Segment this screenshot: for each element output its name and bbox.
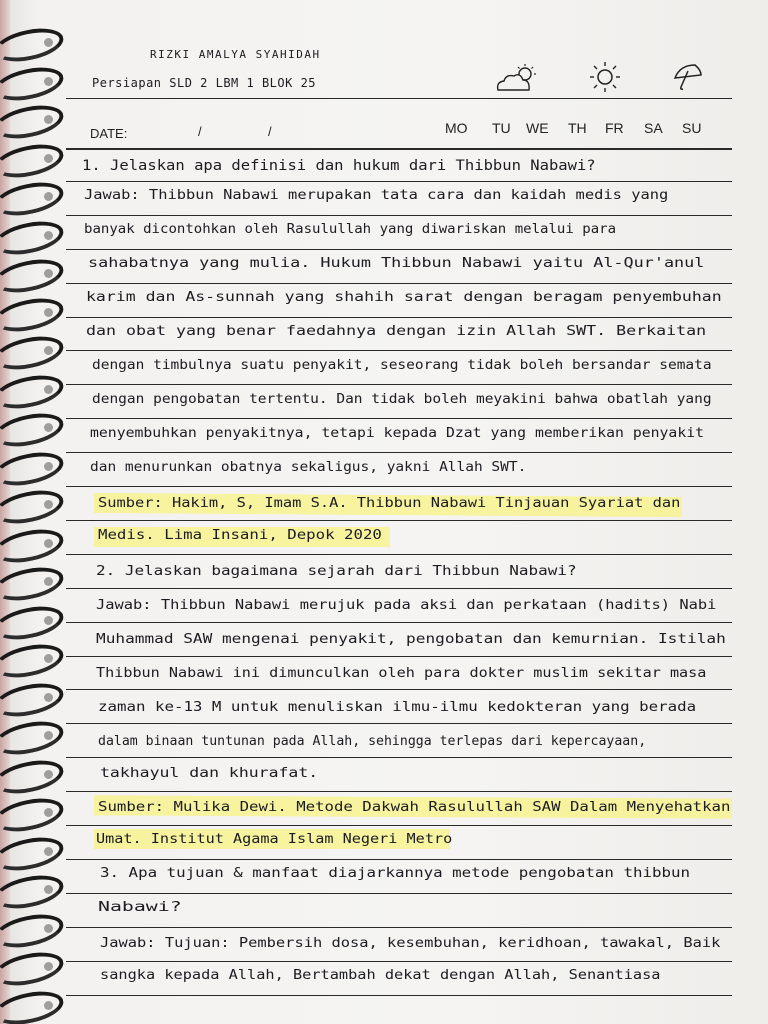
- ruled-line: [66, 317, 732, 318]
- ruled-line: [66, 486, 732, 487]
- ruled-line: [66, 689, 732, 690]
- text-line: dan menurunkan obatnya sekaligus, yakni Allah SWT.: [90, 460, 527, 475]
- text-line: karim dan As-sunnah yang shahih sarat dengan beragam penyembuhan: [86, 290, 722, 305]
- weekday-su: SU: [682, 120, 702, 136]
- ruled-line: [66, 554, 732, 555]
- punch-hole: [44, 808, 53, 817]
- weekday-tu: TU: [492, 120, 511, 136]
- ruled-line: [66, 148, 732, 150]
- text-line: 1. Jelaskan apa definisi dan hukum dari Thibbun Nabawi?: [82, 158, 596, 174]
- punch-hole: [44, 693, 53, 702]
- text-line: Muhammad SAW mengenai penyakit, pengobatan dan kemurnian. Istilah: [96, 632, 726, 647]
- text-line: Thibbun Nabawi ini dimunculkan oleh para dokter muslim sekitar masa: [96, 666, 707, 681]
- ruled-line: [66, 418, 732, 419]
- text-line: Sumber: Mulika Dewi. Metode Dakwah Rasulullah SAW Dalam Menyehatkan: [98, 800, 731, 815]
- punch-hole: [44, 539, 53, 548]
- punch-hole: [44, 269, 53, 278]
- student-name: RIZKI AMALYA SYAHIDAH: [150, 48, 321, 61]
- date-label: DATE:: [90, 126, 128, 141]
- text-line: dengan timbulnya suatu penyakit, seseorang tidak boleh bersandar semata: [92, 358, 712, 373]
- text-line: 2. Jelaskan bagaimana sejarah dari Thibbun Nabawi?: [96, 564, 577, 579]
- punch-hole: [44, 770, 53, 779]
- punch-hole: [44, 77, 53, 86]
- ruled-line: [66, 350, 732, 351]
- weekday-fr: FR: [605, 120, 624, 136]
- ruled-line: [66, 995, 732, 996]
- punch-hole: [44, 616, 53, 625]
- punch-hole: [44, 385, 53, 394]
- date-separator-2: /: [268, 124, 272, 139]
- ruled-line: [66, 181, 732, 182]
- text-line: zaman ke-13 M untuk menuliskan ilmu-ilmu kedokteran yang berada: [98, 700, 697, 715]
- ruled-line: [66, 384, 732, 385]
- punch-hole: [44, 654, 53, 663]
- ruled-line: [66, 98, 732, 99]
- punch-hole: [44, 462, 53, 471]
- ruled-line: [66, 859, 732, 860]
- punch-hole: [44, 115, 53, 124]
- ruled-line: [66, 283, 732, 284]
- punch-hole: [44, 847, 53, 856]
- ruled-line: [66, 622, 732, 623]
- ruled-line: [66, 588, 732, 589]
- punch-hole: [44, 500, 53, 509]
- text-line: sangka kepada Allah, Bertambah dekat dengan Allah, Senantiasa: [100, 968, 661, 983]
- text-line: Umat. Institut Agama Islam Negeri Metro: [96, 832, 453, 847]
- ruled-line: [66, 927, 732, 928]
- text-line: Jawab: Thibbun Nabawi merujuk pada aksi dan perkataan (hadits) Nabi: [96, 598, 717, 613]
- sun-icon: [588, 60, 622, 94]
- text-line: dalam binaan tuntunan pada Allah, sehingga terlepas dari kepercayaan,: [98, 734, 647, 749]
- text-line: banyak dicontohkan oleh Rasulullah yang diwariskan melalui para: [84, 222, 617, 237]
- text-line: takhayul dan khurafat.: [100, 766, 319, 781]
- text-line: Sumber: Hakim, S, Imam S.A. Thibbun Nabawi Tinjauan Syariat dan: [98, 496, 681, 511]
- punch-hole: [44, 924, 53, 933]
- page-subtitle: Persiapan SLD 2 LBM 1 BLOK 25: [92, 76, 317, 90]
- ruled-line: [66, 249, 732, 250]
- text-line: menyembuhkan penyakitnya, tetapi kepada Dzat yang memberikan penyakit: [90, 426, 705, 441]
- date-separator-1: /: [198, 124, 202, 139]
- punch-hole: [44, 962, 53, 971]
- ruled-line: [66, 215, 732, 216]
- weekday-mo: MO: [445, 120, 468, 136]
- text-line: 3. Apa tujuan & manfaat diajarkannya metode pengobatan thibbun: [100, 866, 691, 881]
- ruled-line: [66, 825, 732, 826]
- punch-hole: [44, 731, 53, 740]
- ruled-line: [66, 723, 732, 724]
- ruled-line: [66, 893, 732, 894]
- punch-hole: [44, 308, 53, 317]
- text-line: dan obat yang benar faedahnya dengan izin Allah SWT. Berkaitan: [86, 324, 707, 339]
- text-line: Nabawi?: [98, 900, 182, 915]
- ruled-line: [66, 656, 732, 657]
- weekday-th: TH: [568, 120, 587, 136]
- punch-hole: [44, 577, 53, 586]
- text-line: Jawab: Thibbun Nabawi merupakan tata cara dan kaidah medis yang: [84, 188, 669, 203]
- punch-hole: [44, 192, 53, 201]
- punch-hole: [44, 1001, 53, 1010]
- punch-hole: [44, 154, 53, 163]
- cloud-sun-icon: [492, 62, 544, 96]
- ruled-line: [66, 961, 732, 962]
- punch-hole: [44, 885, 53, 894]
- umbrella-icon: [670, 60, 706, 94]
- text-line: sahabatnya yang mulia. Hukum Thibbun Nabawi yaitu Al-Qur'anul: [88, 256, 705, 271]
- ruled-line: [66, 757, 732, 758]
- punch-hole: [44, 231, 53, 240]
- text-line: Medis. Lima Insani, Depok 2020: [98, 528, 382, 543]
- punch-hole: [44, 346, 53, 355]
- weekday-we: WE: [526, 120, 549, 136]
- ruled-line: [66, 452, 732, 453]
- ruled-line: [66, 520, 732, 521]
- text-line: dengan pengobatan tertentu. Dan tidak boleh meyakini bahwa obatlah yang: [92, 392, 712, 407]
- weekday-sa: SA: [644, 120, 663, 136]
- ruled-line: [66, 791, 732, 792]
- punch-hole: [44, 38, 53, 47]
- text-line: Jawab: Tujuan: Pembersih dosa, kesembuhan, keridhoan, tawakal, Baik: [100, 936, 721, 951]
- punch-hole: [44, 423, 53, 432]
